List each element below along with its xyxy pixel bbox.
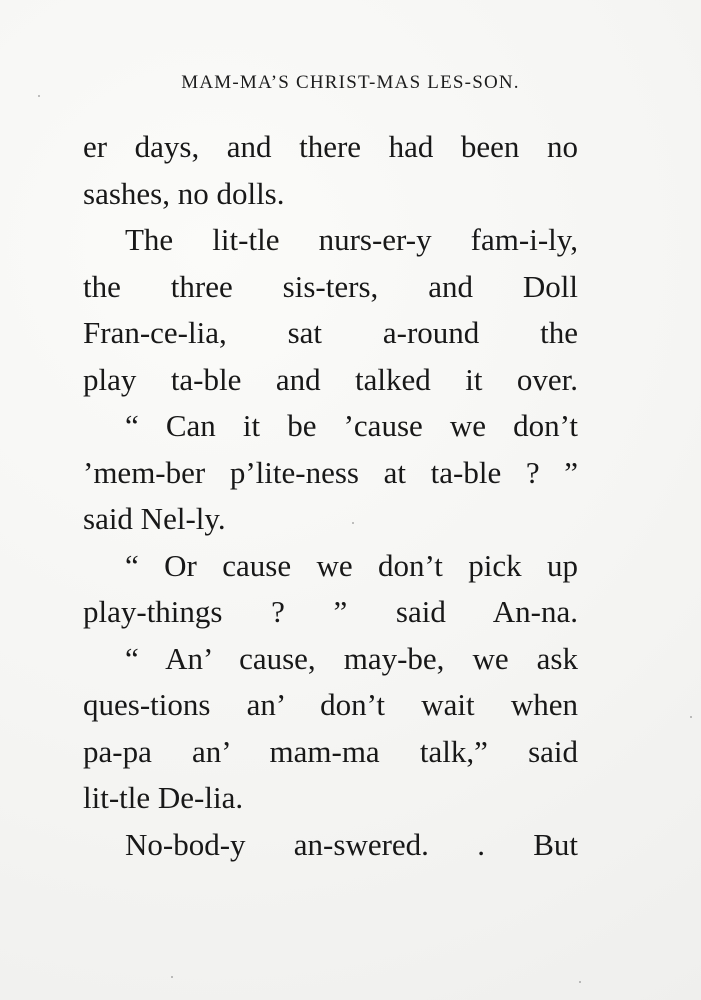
text-line: sashes, no dolls. [83,175,285,211]
text-line: “ An’ cause, may-be, we ask [125,640,578,676]
text-line: “ Or cause we don’t pick up [125,547,578,583]
running-header: MAM-MA’S CHRIST-MAS LES-SON. [181,72,520,93]
text-line: play-things ? ” said An-na. [83,594,578,629]
paper-speck [38,95,40,97]
text-line: lit-tle De-lia. [83,780,244,815]
page-body-text [83,124,578,868]
text-line: er days, and there had been no [83,129,578,164]
paper-speck [352,522,354,524]
text-line: ’mem-ber p’lite-ness at ta-ble ? ” [83,454,578,490]
text-line: Fran-ce-lia, sat a-round the [83,315,578,350]
text-line: The lit-tle nurs-er-y fam-i-ly, [125,222,578,257]
text-line: ques-tions an’ don’t wait when [83,687,578,722]
text-line: “ Can it be ’cause we don’t [125,408,578,443]
text-line: pa-pa an’ mam-ma talk,” said [83,733,578,769]
paper-speck [171,976,173,978]
text-line: said Nel-ly. [83,501,226,536]
text-line: No-bod-y an-swered. . But [125,826,578,862]
paper-speck [579,981,581,983]
paper-speck [690,716,692,718]
text-line: the three sis-ters, and Doll [83,268,578,304]
text-line: play ta-ble and talked it over. [83,361,578,397]
